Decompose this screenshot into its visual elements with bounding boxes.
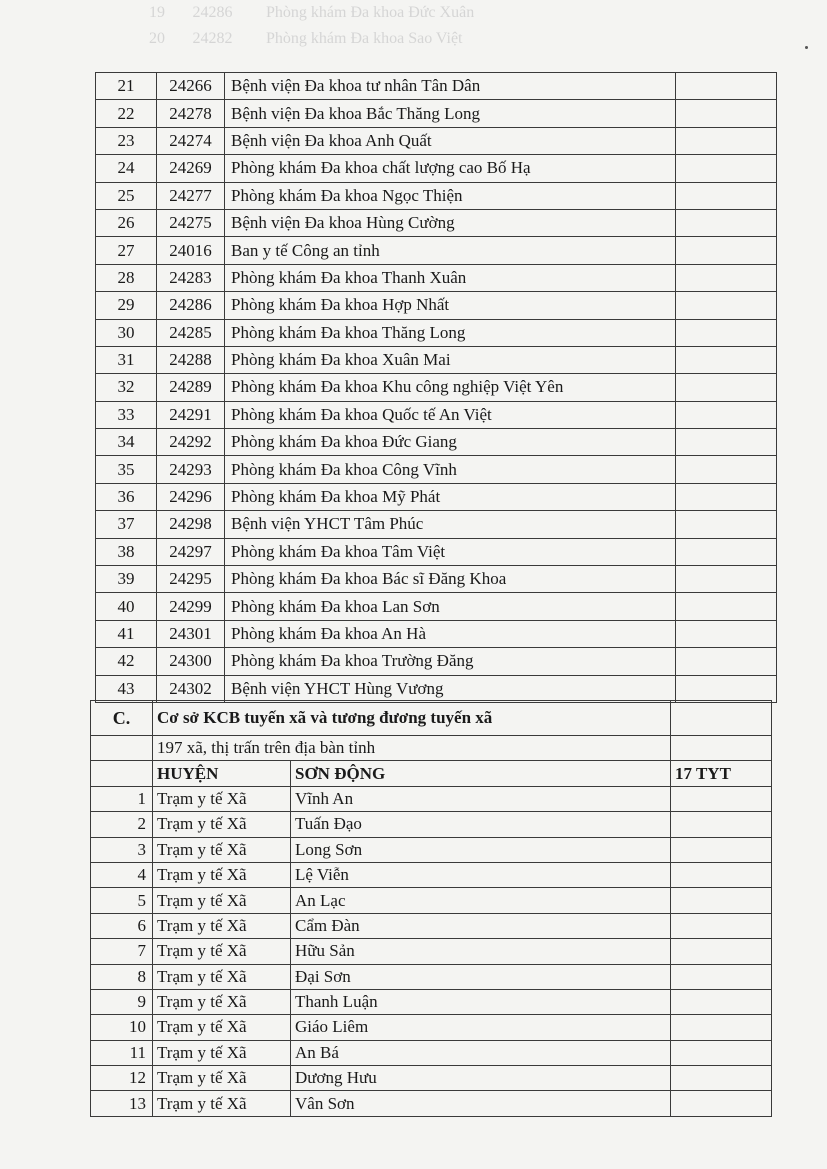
facility-stt: 27 xyxy=(96,237,157,264)
remark-cell xyxy=(676,155,777,182)
facility-code: 24266 xyxy=(157,73,225,100)
table-row xyxy=(91,939,772,964)
table-row xyxy=(96,292,777,319)
remark-cell xyxy=(676,374,777,401)
table-row xyxy=(96,209,777,236)
table-row xyxy=(96,264,777,291)
facility-stt: 41 xyxy=(96,620,157,647)
facility-stt: 37 xyxy=(96,511,157,538)
remark-cell xyxy=(671,888,772,913)
facility-code: 24293 xyxy=(157,456,225,483)
station-type: Trạm y tế Xã xyxy=(153,888,291,913)
facility-code: 24300 xyxy=(157,648,225,675)
station-name: Dương Hưu xyxy=(291,1066,671,1091)
facility-code: 24274 xyxy=(157,127,225,154)
remark-cell xyxy=(671,1066,772,1091)
remark-cell xyxy=(671,939,772,964)
station-type: Trạm y tế Xã xyxy=(153,1066,291,1091)
station-name: Tuấn Đạo xyxy=(291,812,671,837)
table-row xyxy=(91,837,772,862)
facility-code: 24275 xyxy=(157,209,225,236)
facility-stt: 39 xyxy=(96,566,157,593)
table-row xyxy=(91,1015,772,1040)
facility-name: Phòng khám Đa khoa Thăng Long xyxy=(225,319,676,346)
district-count: 17 TYT xyxy=(671,761,772,786)
facility-code: 24295 xyxy=(157,566,225,593)
table-row xyxy=(96,593,777,620)
facility-name: Phòng khám Đa khoa Mỹ Phát xyxy=(225,483,676,510)
table-row xyxy=(91,786,772,811)
commune-table xyxy=(90,700,772,1117)
ghost-row: 20 24282 Phòng khám Đa khoa Sao Việt xyxy=(149,30,463,47)
station-stt: 5 xyxy=(91,888,153,913)
remark-cell xyxy=(676,648,777,675)
facility-code: 24299 xyxy=(157,593,225,620)
remark-cell xyxy=(676,127,777,154)
facility-name: Ban y tế Công an tỉnh xyxy=(225,237,676,264)
station-type: Trạm y tế Xã xyxy=(153,989,291,1014)
station-name: Giáo Liêm xyxy=(291,1015,671,1040)
table-row xyxy=(96,429,777,456)
remark-cell xyxy=(676,319,777,346)
commune-table-body xyxy=(91,701,772,1117)
table-row xyxy=(96,100,777,127)
remark-cell xyxy=(671,989,772,1014)
table-row xyxy=(96,237,777,264)
facility-name: Bệnh viện Đa khoa Bắc Thăng Long xyxy=(225,100,676,127)
table-row xyxy=(96,182,777,209)
station-stt: 8 xyxy=(91,964,153,989)
facility-name: Phòng khám Đa khoa Trường Đăng xyxy=(225,648,676,675)
bleed-through-text xyxy=(95,0,775,56)
facility-name: Phòng khám Đa khoa Khu công nghiệp Việt Yên xyxy=(225,374,676,401)
table-row xyxy=(96,620,777,647)
remark-cell xyxy=(671,837,772,862)
remark-cell xyxy=(676,182,777,209)
facility-name: Phòng khám Đa khoa Tâm Việt xyxy=(225,538,676,565)
remark-cell xyxy=(676,237,777,264)
facility-name: Phòng khám Đa khoa An Hà xyxy=(225,620,676,647)
section-subtitle-row xyxy=(91,736,772,761)
station-stt: 6 xyxy=(91,913,153,938)
facility-code: 24288 xyxy=(157,346,225,373)
empty-cell xyxy=(91,736,153,761)
remark-cell xyxy=(676,511,777,538)
empty-cell xyxy=(671,736,772,761)
station-name: Hữu Sản xyxy=(291,939,671,964)
facility-name: Phòng khám Đa khoa Đức Giang xyxy=(225,429,676,456)
facility-code: 24289 xyxy=(157,374,225,401)
station-stt: 4 xyxy=(91,862,153,887)
table-row xyxy=(96,511,777,538)
facility-code: 24283 xyxy=(157,264,225,291)
facility-name: Phòng khám Đa khoa Xuân Mai xyxy=(225,346,676,373)
facility-stt: 33 xyxy=(96,401,157,428)
station-name: Vân Sơn xyxy=(291,1091,671,1116)
facility-table xyxy=(95,72,777,703)
remark-cell xyxy=(671,812,772,837)
facility-stt: 24 xyxy=(96,155,157,182)
facility-code: 24297 xyxy=(157,538,225,565)
table-row xyxy=(96,566,777,593)
facility-stt: 43 xyxy=(96,675,157,702)
station-type: Trạm y tế Xã xyxy=(153,913,291,938)
facility-name: Phòng khám Đa khoa Bác sĩ Đăng Khoa xyxy=(225,566,676,593)
facility-name: Bệnh viện Đa khoa Anh Quất xyxy=(225,127,676,154)
table-row xyxy=(96,483,777,510)
section-subtitle: 197 xã, thị trấn trên địa bàn tỉnh xyxy=(153,736,671,761)
facility-stt: 30 xyxy=(96,319,157,346)
district-header: HUYỆN xyxy=(153,761,291,786)
remark-cell xyxy=(671,964,772,989)
facility-name: Phòng khám Đa khoa Ngọc Thiện xyxy=(225,182,676,209)
facility-code: 24301 xyxy=(157,620,225,647)
facility-stt: 38 xyxy=(96,538,157,565)
remark-cell xyxy=(671,1040,772,1065)
table-row xyxy=(91,1066,772,1091)
facility-code: 24298 xyxy=(157,511,225,538)
station-stt: 2 xyxy=(91,812,153,837)
remark-cell xyxy=(676,593,777,620)
facility-code: 24277 xyxy=(157,182,225,209)
table-row xyxy=(96,73,777,100)
facility-stt: 21 xyxy=(96,73,157,100)
station-name: Đại Sơn xyxy=(291,964,671,989)
station-name: Cẩm Đàn xyxy=(291,913,671,938)
station-stt: 10 xyxy=(91,1015,153,1040)
section-label: C. xyxy=(91,701,153,736)
facility-code: 24269 xyxy=(157,155,225,182)
remark-cell xyxy=(676,292,777,319)
remark-cell xyxy=(671,913,772,938)
remark-cell xyxy=(676,73,777,100)
station-stt: 1 xyxy=(91,786,153,811)
facility-stt: 26 xyxy=(96,209,157,236)
table-row xyxy=(91,888,772,913)
station-stt: 7 xyxy=(91,939,153,964)
facility-code: 24292 xyxy=(157,429,225,456)
facility-stt: 35 xyxy=(96,456,157,483)
station-name: An Lạc xyxy=(291,888,671,913)
district-name: SƠN ĐỘNG xyxy=(291,761,671,786)
station-stt: 11 xyxy=(91,1040,153,1065)
section-title: Cơ sở KCB tuyến xã và tương đương tuyến xã xyxy=(153,701,671,736)
remark-cell xyxy=(676,264,777,291)
facility-name: Phòng khám Đa khoa Hợp Nhất xyxy=(225,292,676,319)
facility-stt: 32 xyxy=(96,374,157,401)
remark-cell xyxy=(671,862,772,887)
facility-name: Phòng khám Đa khoa chất lượng cao Bố Hạ xyxy=(225,155,676,182)
facility-code: 24285 xyxy=(157,319,225,346)
facility-name: Phòng khám Đa khoa Thanh Xuân xyxy=(225,264,676,291)
facility-code: 24016 xyxy=(157,237,225,264)
facility-stt: 23 xyxy=(96,127,157,154)
station-type: Trạm y tế Xã xyxy=(153,964,291,989)
facility-stt: 40 xyxy=(96,593,157,620)
table-row xyxy=(96,319,777,346)
table-row xyxy=(91,1091,772,1116)
station-name: Lệ Viễn xyxy=(291,862,671,887)
remark-cell xyxy=(671,1091,772,1116)
table-row xyxy=(91,913,772,938)
table-row xyxy=(96,346,777,373)
table-row xyxy=(91,964,772,989)
empty-cell xyxy=(671,701,772,736)
station-stt: 12 xyxy=(91,1066,153,1091)
table-row xyxy=(91,812,772,837)
station-type: Trạm y tế Xã xyxy=(153,1040,291,1065)
station-type: Trạm y tế Xã xyxy=(153,837,291,862)
table-row xyxy=(96,456,777,483)
station-stt: 3 xyxy=(91,837,153,862)
table-row xyxy=(96,401,777,428)
station-type: Trạm y tế Xã xyxy=(153,1015,291,1040)
remark-cell xyxy=(676,401,777,428)
table-row xyxy=(96,675,777,702)
facility-name: Phòng khám Đa khoa Lan Sơn xyxy=(225,593,676,620)
facility-stt: 31 xyxy=(96,346,157,373)
facility-stt: 22 xyxy=(96,100,157,127)
station-name: Vĩnh An xyxy=(291,786,671,811)
facility-stt: 34 xyxy=(96,429,157,456)
facility-stt: 28 xyxy=(96,264,157,291)
station-type: Trạm y tế Xã xyxy=(153,939,291,964)
ghost-row: 19 24286 Phòng khám Đa khoa Đức Xuân xyxy=(149,4,475,21)
remark-cell xyxy=(676,456,777,483)
facility-stt: 36 xyxy=(96,483,157,510)
table-row xyxy=(96,374,777,401)
facility-name: Phòng khám Đa khoa Quốc tế An Việt xyxy=(225,401,676,428)
remark-cell xyxy=(676,100,777,127)
remark-cell xyxy=(676,209,777,236)
remark-cell xyxy=(676,538,777,565)
facility-name: Phòng khám Đa khoa Công Vĩnh xyxy=(225,456,676,483)
facility-stt: 29 xyxy=(96,292,157,319)
remark-cell xyxy=(676,346,777,373)
district-row xyxy=(91,761,772,786)
facility-stt: 25 xyxy=(96,182,157,209)
facility-name: Bệnh viện Đa khoa Hùng Cường xyxy=(225,209,676,236)
remark-cell xyxy=(676,429,777,456)
remark-cell xyxy=(671,786,772,811)
station-name: Long Sơn xyxy=(291,837,671,862)
station-type: Trạm y tế Xã xyxy=(153,1091,291,1116)
table-row xyxy=(96,648,777,675)
facility-name: Bệnh viện Đa khoa tư nhân Tân Dân xyxy=(225,73,676,100)
facility-code: 24302 xyxy=(157,675,225,702)
facility-code: 24296 xyxy=(157,483,225,510)
remark-cell xyxy=(676,566,777,593)
station-type: Trạm y tế Xã xyxy=(153,812,291,837)
remark-cell xyxy=(671,1015,772,1040)
facility-code: 24286 xyxy=(157,292,225,319)
remark-cell xyxy=(676,675,777,702)
facility-code: 24278 xyxy=(157,100,225,127)
station-name: Thanh Luận xyxy=(291,989,671,1014)
table-row xyxy=(96,127,777,154)
facility-stt: 42 xyxy=(96,648,157,675)
section-c-header-row xyxy=(91,701,772,736)
station-type: Trạm y tế Xã xyxy=(153,786,291,811)
remark-cell xyxy=(676,483,777,510)
table-row xyxy=(96,538,777,565)
station-type: Trạm y tế Xã xyxy=(153,862,291,887)
scan-speck xyxy=(805,46,808,49)
facility-code: 24291 xyxy=(157,401,225,428)
table-row xyxy=(96,155,777,182)
table-row xyxy=(91,989,772,1014)
station-stt: 9 xyxy=(91,989,153,1014)
facility-name: Bệnh viện YHCT Tâm Phúc xyxy=(225,511,676,538)
table-row xyxy=(91,1040,772,1065)
station-name: An Bá xyxy=(291,1040,671,1065)
facility-table-body xyxy=(96,73,777,703)
station-stt: 13 xyxy=(91,1091,153,1116)
remark-cell xyxy=(676,620,777,647)
empty-cell xyxy=(91,761,153,786)
table-row xyxy=(91,862,772,887)
facility-name: Bệnh viện YHCT Hùng Vương xyxy=(225,675,676,702)
